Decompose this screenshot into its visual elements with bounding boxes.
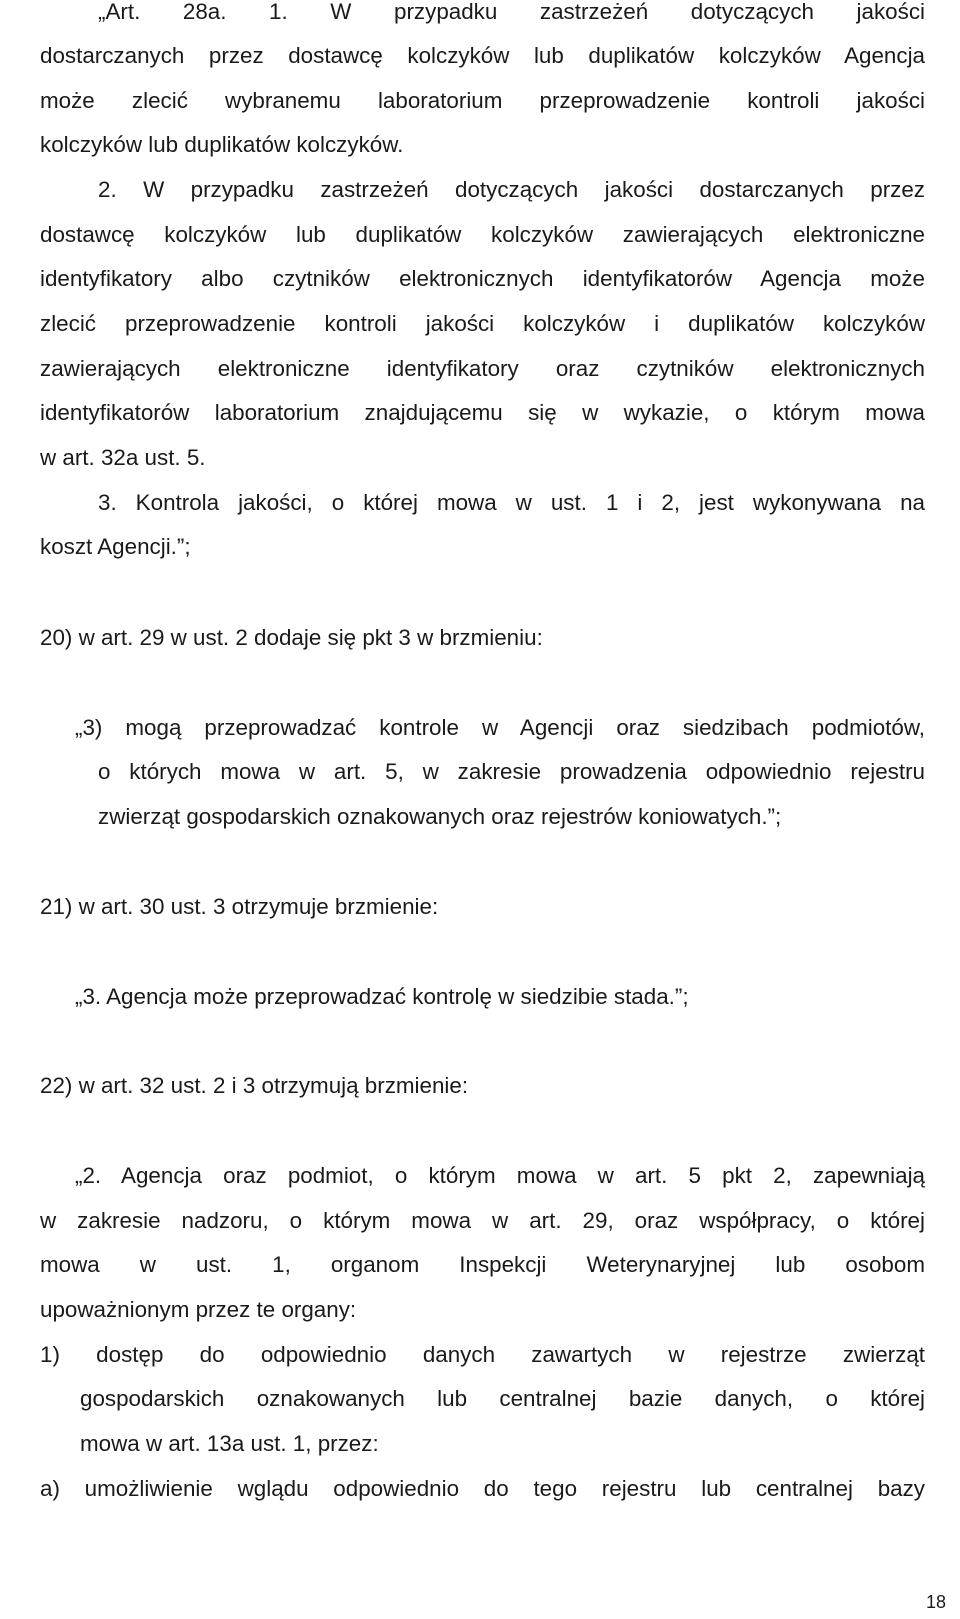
text-line: może zlecić wybranemu laboratorium przeprowadzenie kontroli jakości [40, 88, 925, 113]
text-line: 20) w art. 29 w ust. 2 dodaje się pkt 3 w brzmieniu: [40, 625, 543, 650]
text-line: o których mowa w art. 5, w zakresie prowadzenia odpowiednio rejestru [98, 759, 925, 784]
text-line: identyfikatory albo czytników elektronicznych identyfikatorów Agencja może [40, 266, 925, 291]
text-line: w art. 32a ust. 5. [40, 445, 206, 470]
text-line: koszt Agencji.”; [40, 534, 191, 559]
text-line: dostarczanych przez dostawcę kolczyków lub duplikatów kolczyków Agencja [40, 43, 925, 68]
text-line: zlecić przeprowadzenie kontroli jakości kolczyków i duplikatów kolczyków [40, 311, 925, 336]
text-line: 3. Kontrola jakości, o której mowa w ust. 1 i 2, jest wykonywana na [98, 490, 925, 515]
text-line: upoważnionym przez te organy: [40, 1297, 357, 1322]
text-line: mowa w ust. 1, organom Inspekcji Weterynaryjnej lub osobom [40, 1252, 925, 1277]
page-number: 18 [925, 1592, 946, 1612]
text-line: mowa w art. 13a ust. 1, przez: [80, 1431, 379, 1456]
text-line: kolczyków lub duplikatów kolczyków. [40, 132, 404, 157]
text-line: gospodarskich oznakowanych lub centralnej bazie danych, o której [80, 1386, 925, 1411]
text-line: dostawcę kolczyków lub duplikatów kolczyków zawierających elektroniczne [40, 222, 925, 247]
text-line: w zakresie nadzoru, o którym mowa w art. 29, oraz współpracy, o której [40, 1208, 925, 1233]
text-line: zawierających elektroniczne identyfikatory oraz czytników elektronicznych [40, 356, 925, 381]
text-line: „3. Agencja może przeprowadzać kontrolę w siedzibie stada.”; [75, 984, 689, 1009]
text-line: „Art. 28a. 1. W przypadku zastrzeżeń dotyczących jakości [98, 0, 925, 24]
text-line: 1) dostęp do odpowiednio danych zawartych w rejestrze zwierząt [40, 1342, 925, 1367]
text-line: 21) w art. 30 ust. 3 otrzymuje brzmienie: [40, 894, 439, 919]
text-line: identyfikatorów laboratorium znajdującemu się w wykazie, o którym mowa [40, 400, 925, 425]
text-line: a) umożliwienie wglądu odpowiednio do tego rejestru lub centralnej bazy [40, 1476, 925, 1501]
text-line: „2. Agencja oraz podmiot, o którym mowa w art. 5 pkt 2, zapewniają [75, 1163, 925, 1188]
text-line: zwierząt gospodarskich oznakowanych oraz rejestrów koniowatych.”; [98, 804, 782, 829]
text-line: 2. W przypadku zastrzeżeń dotyczących jakości dostarczanych przez [98, 177, 925, 202]
text-line: 22) w art. 32 ust. 2 i 3 otrzymują brzmienie: [40, 1073, 469, 1098]
text-line: „3) mogą przeprowadzać kontrole w Agencji oraz siedzibach podmiotów, [75, 715, 925, 740]
